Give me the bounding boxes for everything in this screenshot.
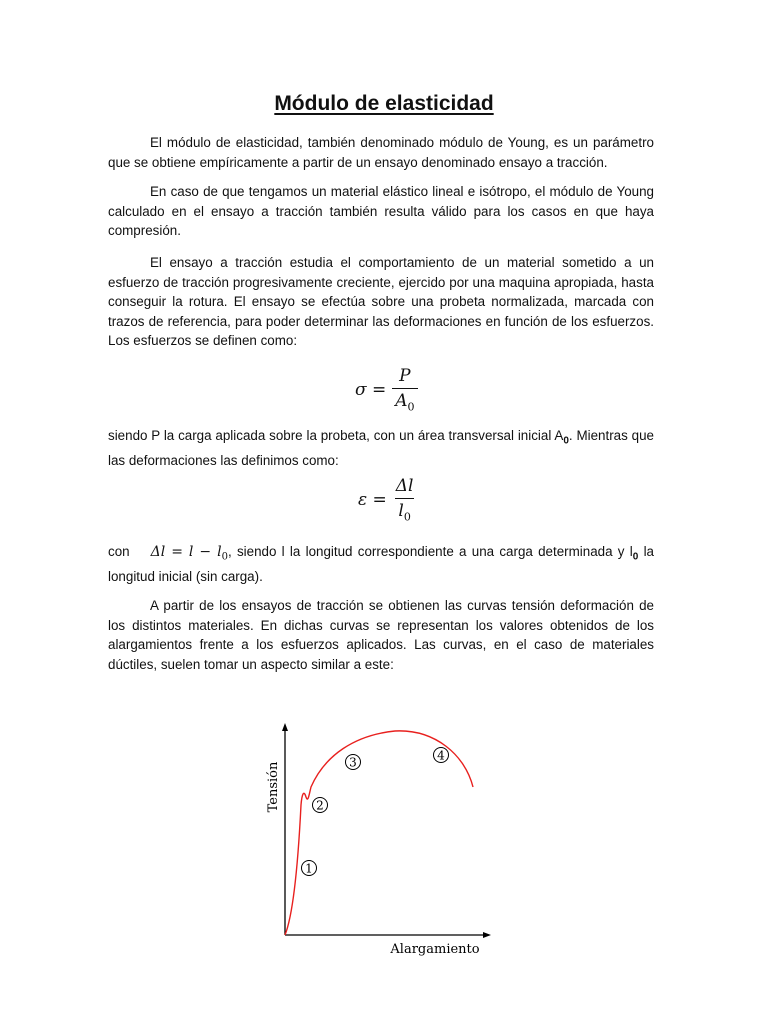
paragraph-1: El módulo de elasticidad, también denominado módulo de Young, es un parámetro que se obtiene empíricamente a partir de un ensayo denominado ensayo a tracción.: [108, 135, 654, 170]
strain-denominator-sub: 0: [403, 510, 411, 524]
stress-numerator: P: [399, 366, 411, 386]
page-title: Módulo de elasticidad: [274, 92, 494, 115]
paragraph-5-sub: 0: [632, 551, 639, 563]
paragraph-5: [108, 542, 654, 587]
strain-formula-lhs: ε =: [358, 489, 387, 510]
region-label-1: 1: [305, 861, 313, 876]
stress-formula: [355, 366, 418, 413]
paragraph-6: A partir de los ensayos de tracción se obtienen las curvas tensión deformación de los distintos materiales. En dichas curvas se representan los valores obtenidos de los alargamientos frente a los esfuerzos aplicados. Las curvas, en el caso de materiales dúctiles, suelen tomar un aspecto similar a este:: [108, 598, 654, 672]
stress-denominator: [392, 388, 417, 413]
paragraph-3: El ensayo a tracción estudia el comportamiento de un material sometido a un esfuerzo de tracción progresivamente creciente, ejercido por una maquina apropiada, hasta conseguir la rotura. El ensayo se efectúa sobre una probeta normalizada, marcada con trazos de referencia, para poder determinar las deformaciones en función de los esfuerzos. Los esfuerzos se definen como:: [108, 255, 654, 348]
x-axis-arrow: [483, 932, 491, 938]
paragraph-4-text-a: siendo P la carga aplicada sobre la probeta, con un área transversal inicial A: [108, 428, 564, 443]
strain-fraction: [393, 476, 417, 523]
paragraph-2: En caso de que tengamos un material elástico lineal e isótropo, el módulo de Young calculado en el ensayo a tracción también resulta válido para los casos en que haya compresión.: [108, 184, 654, 238]
region-label-3: 3: [349, 755, 357, 770]
y-axis-arrow: [282, 723, 288, 731]
stress-fraction: [392, 366, 417, 413]
region-label-2: 2: [316, 798, 324, 813]
stress-denominator-base: A: [395, 391, 408, 411]
paragraph-4-text-b: . Mientras que las deformaciones las definimos como:: [108, 428, 654, 469]
x-axis-label: Alargamiento: [390, 942, 480, 957]
paragraph-4-sub: 0: [563, 435, 569, 447]
region-marker-4: [434, 748, 449, 763]
paragraph-5-text-a: , siendo l la longitud correspondiente a una carga determinada y l: [227, 544, 633, 559]
region-marker-1: [302, 861, 317, 876]
paragraph-5-math: Δl = l − l: [150, 544, 222, 560]
paragraph-5-con: con: [108, 544, 130, 559]
strain-formula: [358, 476, 417, 523]
strain-denominator-base: l: [398, 501, 404, 521]
stress-formula-lhs: σ =: [355, 379, 387, 400]
paragraph-5-text-b: la longitud inicial (sin carga).: [108, 544, 654, 585]
stress-strain-chart: [255, 715, 495, 965]
paragraph-4: [108, 426, 654, 471]
region-marker-2: [313, 798, 328, 813]
region-marker-3: [346, 755, 361, 770]
paragraph-5-math-sub: 0: [221, 551, 228, 563]
strain-numerator: Δl: [395, 476, 414, 496]
strain-denominator: [395, 498, 413, 523]
stress-denominator-sub: 0: [407, 400, 415, 414]
region-label-4: 4: [437, 748, 445, 763]
y-axis-label: Tensión: [266, 761, 281, 813]
